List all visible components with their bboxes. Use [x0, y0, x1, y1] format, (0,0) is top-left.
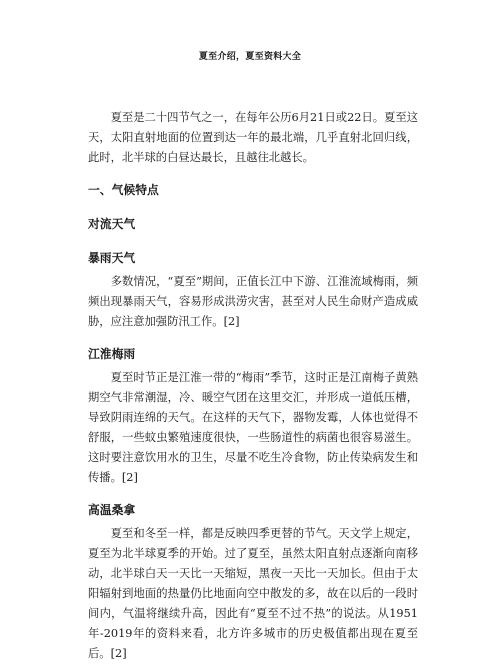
topic-paragraph-heat: 夏至和冬至一样，都是反映四季更替的节气。天文学上规定，夏至为北半球夏季的开始。过了夏至，虽然太阳直射点逐渐向南移动，北半球白天一天比一天缩短，黑夜一天比一天加长。但由于太阳辐射到地面的热量仍比地面向空中散发的多，故在以后的一段时间内，气温将继续升高，因此有“夏至不过不热”的说法。从1951年-2019年的资料来看，北方许多城市的历史极值都出现在夏至后。[2]: [88, 527, 418, 660]
intro-paragraph: 夏至是二十四节气之一，在每年公历6月21日或22日。夏至这天，太阳直射地面的位置到达一年的最北端，几乎直射北回归线，此时，北半球的白昼达最长，且越往北越长。: [88, 111, 418, 164]
section-heading-climate: 一、气候特点: [88, 183, 159, 197]
document-body: [88, 108, 418, 664]
topic-heading-plum-rain: 江淮梅雨: [88, 347, 136, 361]
subheading-convection-weather: 对流天气: [88, 217, 136, 231]
page-title: 夏至介绍，夏至资料大全: [198, 52, 302, 62]
topic-heading-rainstorm: 暴雨天气: [88, 251, 136, 265]
topic-paragraph-plum-rain: 夏至时节正是江淮一带的“梅雨”季节，这时正是江南梅子黄熟期空气非常潮湿，冷、暖空气团在这里交汇，并形成一道低压槽，导致阴雨连绵的天气。在这样的天气下，器物发霉，人体也觉得不舒服，一些蚊虫繁殖速度很快，一些肠道性的病菌也很容易滋生。这时要注意饮用水的卫生，尽量不吃生冷食物，防止传染病发生和传播。[2]: [88, 371, 418, 484]
topic-paragraph-rainstorm: 多数情况，“夏至”期间，正值长江中下游、江淮流域梅雨，频频出现暴雨天气，容易形成洪涝灾害，甚至对人民生命财产造成威胁，应注意加强防汛工作。[2]: [88, 275, 418, 328]
topic-heading-heat: 高温桑拿: [88, 503, 136, 517]
